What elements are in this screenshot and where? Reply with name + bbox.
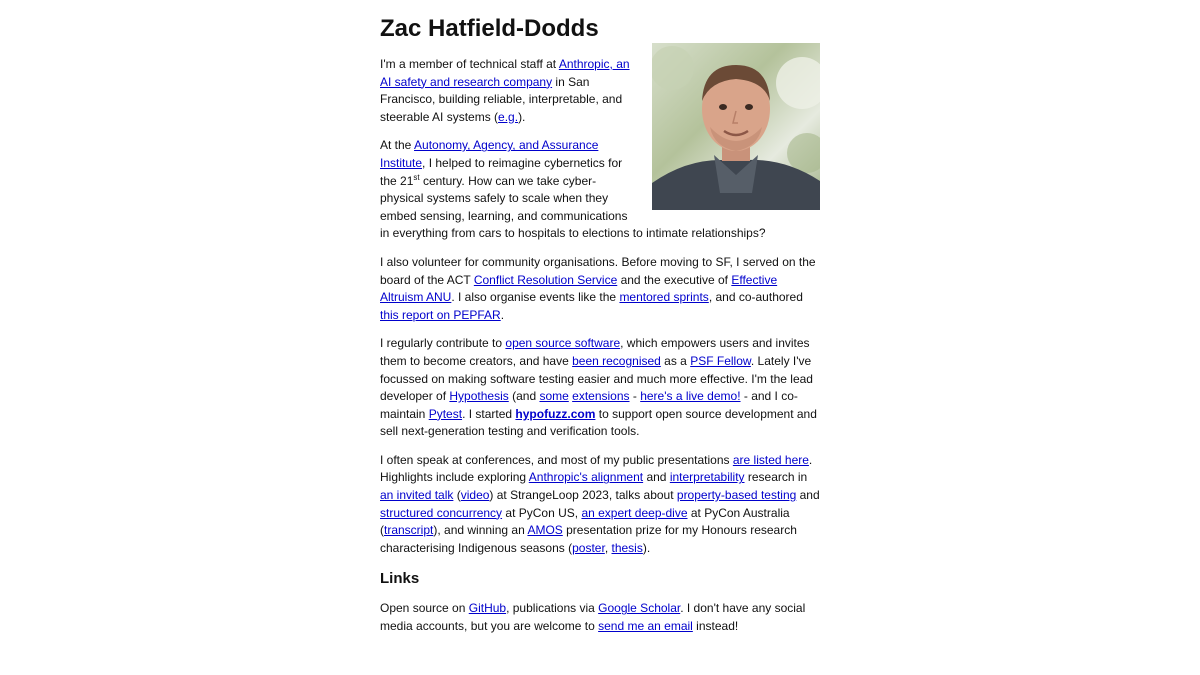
text: and <box>796 488 820 503</box>
text: ) at StrangeLoop 2023, talks about <box>489 488 677 503</box>
text: at PyCon Australia ( <box>380 505 790 538</box>
text: and <box>643 470 670 485</box>
text: . I don't have any social media accounts, but you are welcome to <box>380 601 806 634</box>
portrait-photo <box>652 43 820 210</box>
alignment-link[interactable]: Anthropic's alignment <box>528 470 644 485</box>
expert-deep-dive-link[interactable]: an expert deep-dive <box>581 505 688 520</box>
transcript-link[interactable]: transcript <box>384 523 434 538</box>
text: , <box>604 540 612 555</box>
text: I regularly contribute to <box>380 336 506 351</box>
pepfar-report-link[interactable]: this report on PEPFAR <box>380 307 501 322</box>
text: . <box>500 307 505 322</box>
example-link[interactable]: e.g. <box>498 109 519 124</box>
text: , publications via <box>506 601 599 616</box>
text: At the <box>380 138 415 153</box>
speaking-paragraph <box>380 452 820 558</box>
text: century. How can we take cyber-physical systems safely to scale when they embed sensing, learning, and communications in everything from cars to hospitals to elections to intimate relationships? <box>380 173 766 241</box>
text: , and co-authored <box>708 290 803 305</box>
video-link[interactable]: video <box>460 488 490 503</box>
text: - and I co-maintain <box>380 389 798 421</box>
text: . I started <box>462 406 516 421</box>
text: I'm a member of technical staff at <box>380 57 559 71</box>
text: in San Francisco, building reliable, interpretable, and steerable AI systems ( <box>380 74 623 124</box>
github-link[interactable]: GitHub <box>468 601 507 616</box>
institute-link[interactable]: Autonomy, Agency, and Assurance Institute <box>380 138 599 170</box>
text: at PyCon US, <box>502 505 582 520</box>
text: presentation prize for my Honours research characterising Indigenous seasons ( <box>380 523 797 555</box>
psf-fellow-link[interactable]: PSF Fellow <box>690 353 751 368</box>
page-content <box>380 0 820 636</box>
some-link[interactable]: some <box>539 389 569 404</box>
text: - <box>629 389 641 404</box>
portrait-photo-icon <box>652 43 820 210</box>
text: , I helped to reimagine cybernetics for the 21 <box>380 155 623 188</box>
extensions-link[interactable]: extensions <box>572 389 630 404</box>
invited-talk-link[interactable]: an invited talk <box>380 488 454 503</box>
text: Open source on <box>380 601 469 616</box>
effective-altruism-link[interactable]: Effective Altruism ANU <box>380 272 778 305</box>
text: . Lately I've focussed on making software testing easier and much more effective. I'm the lead developer of <box>380 353 813 404</box>
property-based-testing-link[interactable]: property-based testing <box>676 488 797 503</box>
email-link[interactable]: send me an email <box>598 619 693 634</box>
text: and the executive of <box>617 272 732 287</box>
mentored-sprints-link[interactable]: mentored sprints <box>619 290 709 305</box>
open-source-paragraph <box>380 335 820 441</box>
google-scholar-link[interactable]: Google Scholar <box>598 601 681 616</box>
text: ). <box>642 540 651 555</box>
thesis-link[interactable]: thesis <box>611 540 643 555</box>
conflict-resolution-link[interactable]: Conflict Resolution Service <box>473 272 618 287</box>
text: (and <box>508 389 540 404</box>
text: . Highlights include exploring <box>380 452 813 485</box>
interpretability-link[interactable]: interpretability <box>669 470 745 485</box>
text: research in <box>744 470 808 485</box>
recognised-link[interactable]: been recognised <box>572 353 661 368</box>
superscript: st <box>413 172 420 182</box>
anthropic-link[interactable]: Anthropic, an AI safety and research company <box>380 57 630 89</box>
poster-link[interactable]: poster <box>572 540 605 555</box>
text: instead! <box>692 619 739 634</box>
presentations-link[interactable]: are listed here <box>732 452 809 467</box>
text: I also volunteer for community organisations. Before moving to SF, I served on the board of the ACT <box>380 254 816 287</box>
live-demo-link[interactable]: here's a live demo! <box>640 389 741 404</box>
page-title: Zac Hatfield-Dodds <box>380 15 599 42</box>
hypothesis-link[interactable]: Hypothesis <box>449 389 509 404</box>
text: as a <box>660 353 691 368</box>
text: ). <box>518 109 526 124</box>
links-paragraph <box>380 600 820 635</box>
text: . I also organise events like the <box>451 290 620 305</box>
text: ), and winning an <box>433 523 528 538</box>
links-heading: Links <box>380 570 420 588</box>
structured-concurrency-link[interactable]: structured concurrency <box>380 505 503 520</box>
amos-link[interactable]: AMOS <box>527 523 563 538</box>
open-source-link[interactable]: open source software <box>505 336 621 351</box>
text: ( <box>453 488 461 503</box>
text: I often speak at conferences, and most of my public presentations <box>380 452 733 467</box>
text: to support open source development and sell next-generation testing and verification tools. <box>380 406 817 439</box>
pytest-link[interactable]: Pytest <box>428 406 463 421</box>
text: , which empowers users and invites them to become creators, and have <box>380 336 810 368</box>
volunteer-paragraph <box>380 254 820 324</box>
hypofuzz-link[interactable]: hypofuzz.com <box>515 406 596 421</box>
